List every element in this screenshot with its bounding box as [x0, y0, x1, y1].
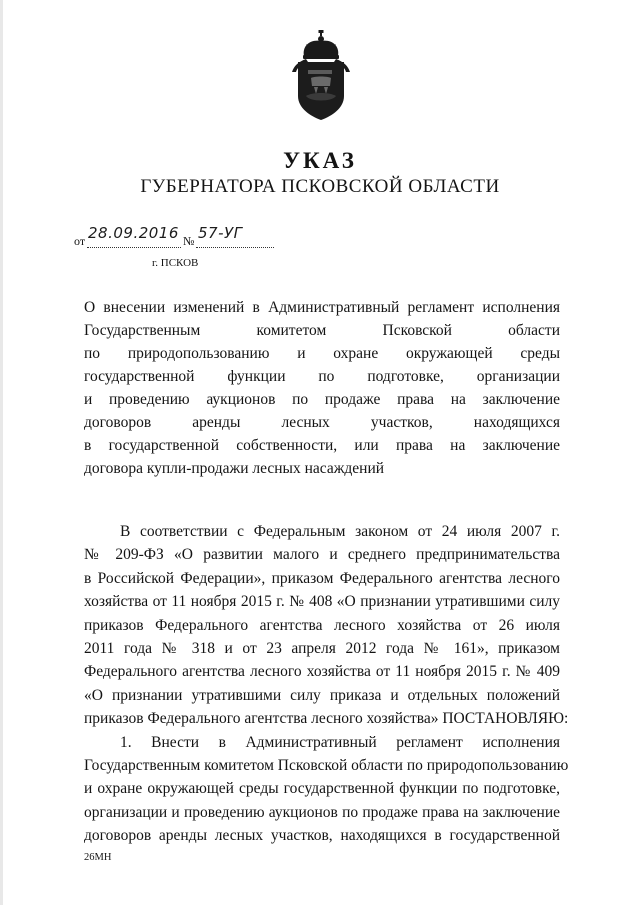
- number-underline: [196, 247, 274, 248]
- body-line: приказов Федерального агентства лесного хозяйства» ПОСТАНОВЛЯЮ:: [84, 710, 569, 728]
- body-line: приказов Федерального агентства лесного хозяйства от 26 июля: [84, 616, 560, 634]
- date-label: от: [74, 234, 86, 248]
- decree-body: [84, 520, 569, 847]
- subject-line: О внесении изменений в Административный регламент исполнения: [84, 299, 560, 316]
- body-line: 1. Внести в Административный регламент исполнения: [120, 733, 560, 751]
- subject-line: договоров аренды лесных участков, находящихся: [84, 414, 560, 431]
- body-line: Федерального агентства лесного хозяйства от 11 ноября 2015 г. № 409: [84, 663, 560, 681]
- scan-edge: [0, 0, 3, 905]
- body-line: 2011 года № 318 и от 23 апреля 2012 года № 161», приказом: [84, 639, 560, 657]
- subject-line: договора купли-продажи лесных насаждений: [84, 460, 385, 477]
- subject-line: Государственным комитетом Псковской области: [84, 322, 560, 339]
- body-line: В соответствии с Федеральным законом от 24 июля 2007 г.: [120, 523, 560, 540]
- decree-date-handwritten: 28.09.2016: [88, 224, 179, 242]
- subject-line: в государственной собственности, или права на заключение: [84, 437, 560, 454]
- number-label: №: [183, 234, 195, 248]
- subject-line: и проведению аукционов по продаже права на заключение: [84, 391, 560, 408]
- decree-number-handwritten: 57-УГ: [198, 224, 243, 242]
- body-line: договоров аренды лесных участков, находящихся в государственной: [84, 827, 560, 845]
- body-line: организации и проведению аукционов по продаже права на заключение: [84, 803, 560, 821]
- body-line: Государственным комитетом Псковской области по природопользованию: [84, 756, 569, 774]
- body-line: № 209-ФЗ «О развитии малого и среднего предпринимательства: [84, 546, 560, 564]
- subject-line: государственной функции по подготовке, организации: [84, 368, 560, 385]
- decree-city: г. ПСКОВ: [152, 257, 199, 269]
- document-title: УКАЗ: [283, 148, 357, 173]
- date-underline: [87, 247, 181, 248]
- body-line: хозяйства от 11 ноября 2015 г. № 408 «О признании утратившими силу: [84, 593, 560, 611]
- subject-line: по природопользованию и охране окружающей среды: [84, 345, 560, 362]
- pskov-coat-of-arms-icon: [284, 30, 358, 122]
- decree-date-number: [74, 224, 294, 249]
- document-subtitle: ГУБЕРНАТОРА ПСКОВСКОЙ ОБЛАСТИ: [140, 176, 500, 197]
- footer-code: 26МН: [84, 852, 112, 863]
- body-line: и охране окружающей среды государственной функции по подготовке,: [84, 780, 560, 798]
- body-line: в Российской Федерации», приказом Федерального агентства лесного: [84, 569, 560, 587]
- decree-subject: [84, 296, 560, 480]
- body-line: «О признании утратившими силу приказа и отдельных положений: [84, 686, 560, 704]
